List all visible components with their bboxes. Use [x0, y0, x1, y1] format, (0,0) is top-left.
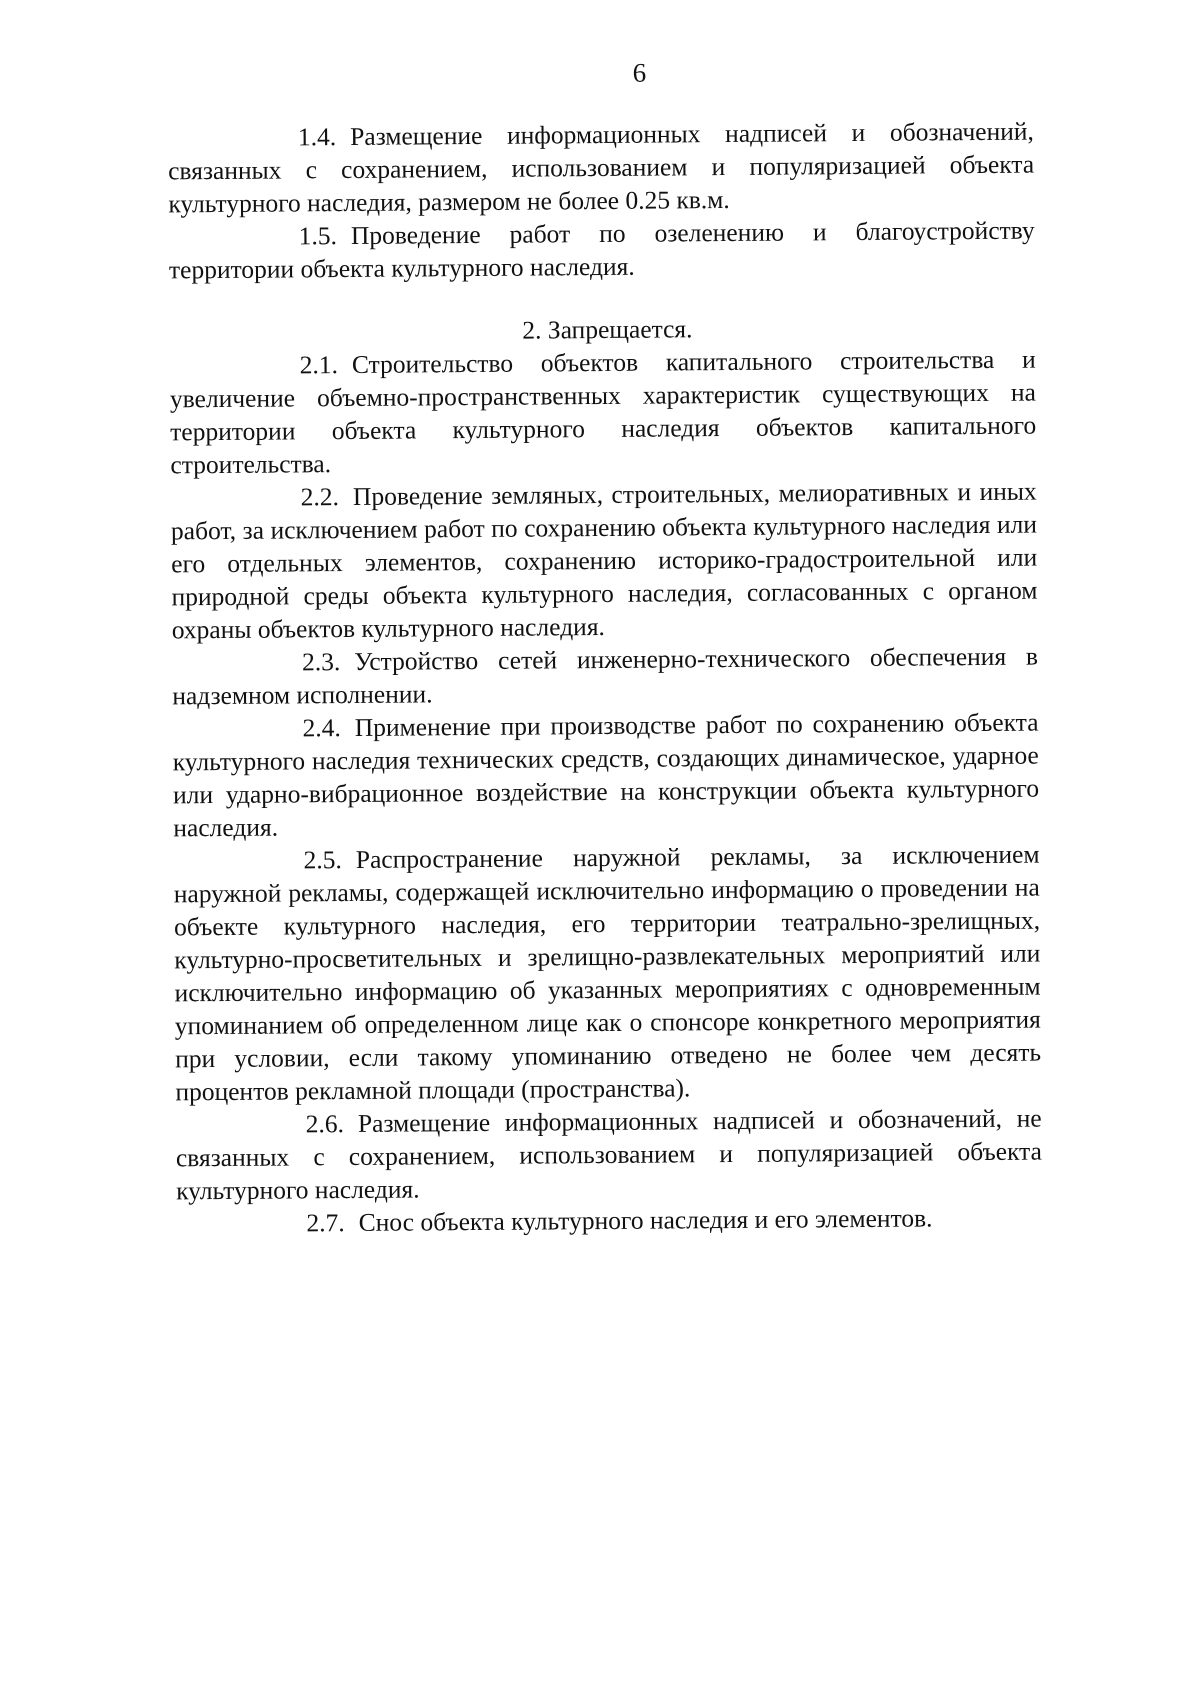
clause-1-5 [169, 214, 1035, 287]
clause-2-6 [176, 1102, 1043, 1208]
clause-2-3 [172, 640, 1038, 713]
clause-2-5 [173, 838, 1041, 1109]
clause-text: Размещение информационных надписей и обозначений, не связанных с сохранением, использованием и популяризацией объекта культурного наследия. [175, 1103, 1042, 1206]
clause-text: Проведение земляных, строительных, мелиоративных и иных работ, за исключением работ по сохранению объекта культурного наследия или его отдельных элементов, сохранению историко-градостроительной или природной среды объекта культурного наследия, согласованных с органом охраны объектов культурного наследия. [170, 476, 1038, 645]
clause-text: Размещение информационных надписей и обозначений, связанных с сохранением, использованием и популяризацией объекта культурного наследия, размером не более 0.25 кв.м. [168, 116, 1035, 219]
clause-number: 1.4. [297, 122, 337, 152]
clause-number: 2.3. [301, 647, 341, 677]
clause-2-2 [171, 475, 1038, 647]
clause-number: 2.6. [305, 1109, 345, 1139]
clause-text: Проведение работ по озеленению и благоустройству территории объекта культурного наследия. [168, 215, 1035, 285]
clause-text: Строительство объектов капитального строительства и увеличение объемно-пространственных характеристик существующих на территории объекта культурного наследия объектов капитального строительства. [169, 344, 1037, 480]
clause-number: 2.2. [300, 482, 340, 512]
clause-text: Устройство сетей инженерно-технического обеспечения в надземном исполнении. [172, 641, 1039, 711]
section-heading: 2. Запрещается. [522, 314, 693, 345]
clause-2-4 [172, 706, 1039, 845]
clause-number: 1.5. [298, 221, 338, 251]
clause-number: 2.7. [306, 1208, 345, 1238]
clause-text: Распространение наружной рекламы, за исключением наружной рекламы, содержащей исключительно информацию о проведении на объекте культурного наследия, его территории театрально-зрелищных, культурно-просветительных и зрелищно-развлекательных мероприятий или исключительно информацию об указанных мероприятиях с одновременным упоминанием об определенном лице как о спонсоре конкретного мероприятия при условии, если такому упоминанию отведено не более чем десять процентов рекламной площади (пространства). [173, 839, 1042, 1107]
clause-1-4 [168, 115, 1035, 221]
document-body [168, 115, 1043, 1241]
clause-text: Снос объекта культурного наследия и его элементов. [358, 1203, 933, 1237]
clause-number: 2.1. [299, 350, 339, 380]
clause-2-7 [176, 1201, 1042, 1241]
clause-text: Применение при производстве работ по сохранению объекта культурного наследия технических средств, создающих динамическое, ударное или ударно-вибрационное воздействие на конструкции объекта культурного наследия. [172, 707, 1040, 843]
clause-number: 2.4. [302, 713, 341, 743]
clause-number: 2.5. [303, 845, 342, 875]
page-number: 6 [632, 57, 647, 88]
clause-2-1 [170, 343, 1037, 482]
